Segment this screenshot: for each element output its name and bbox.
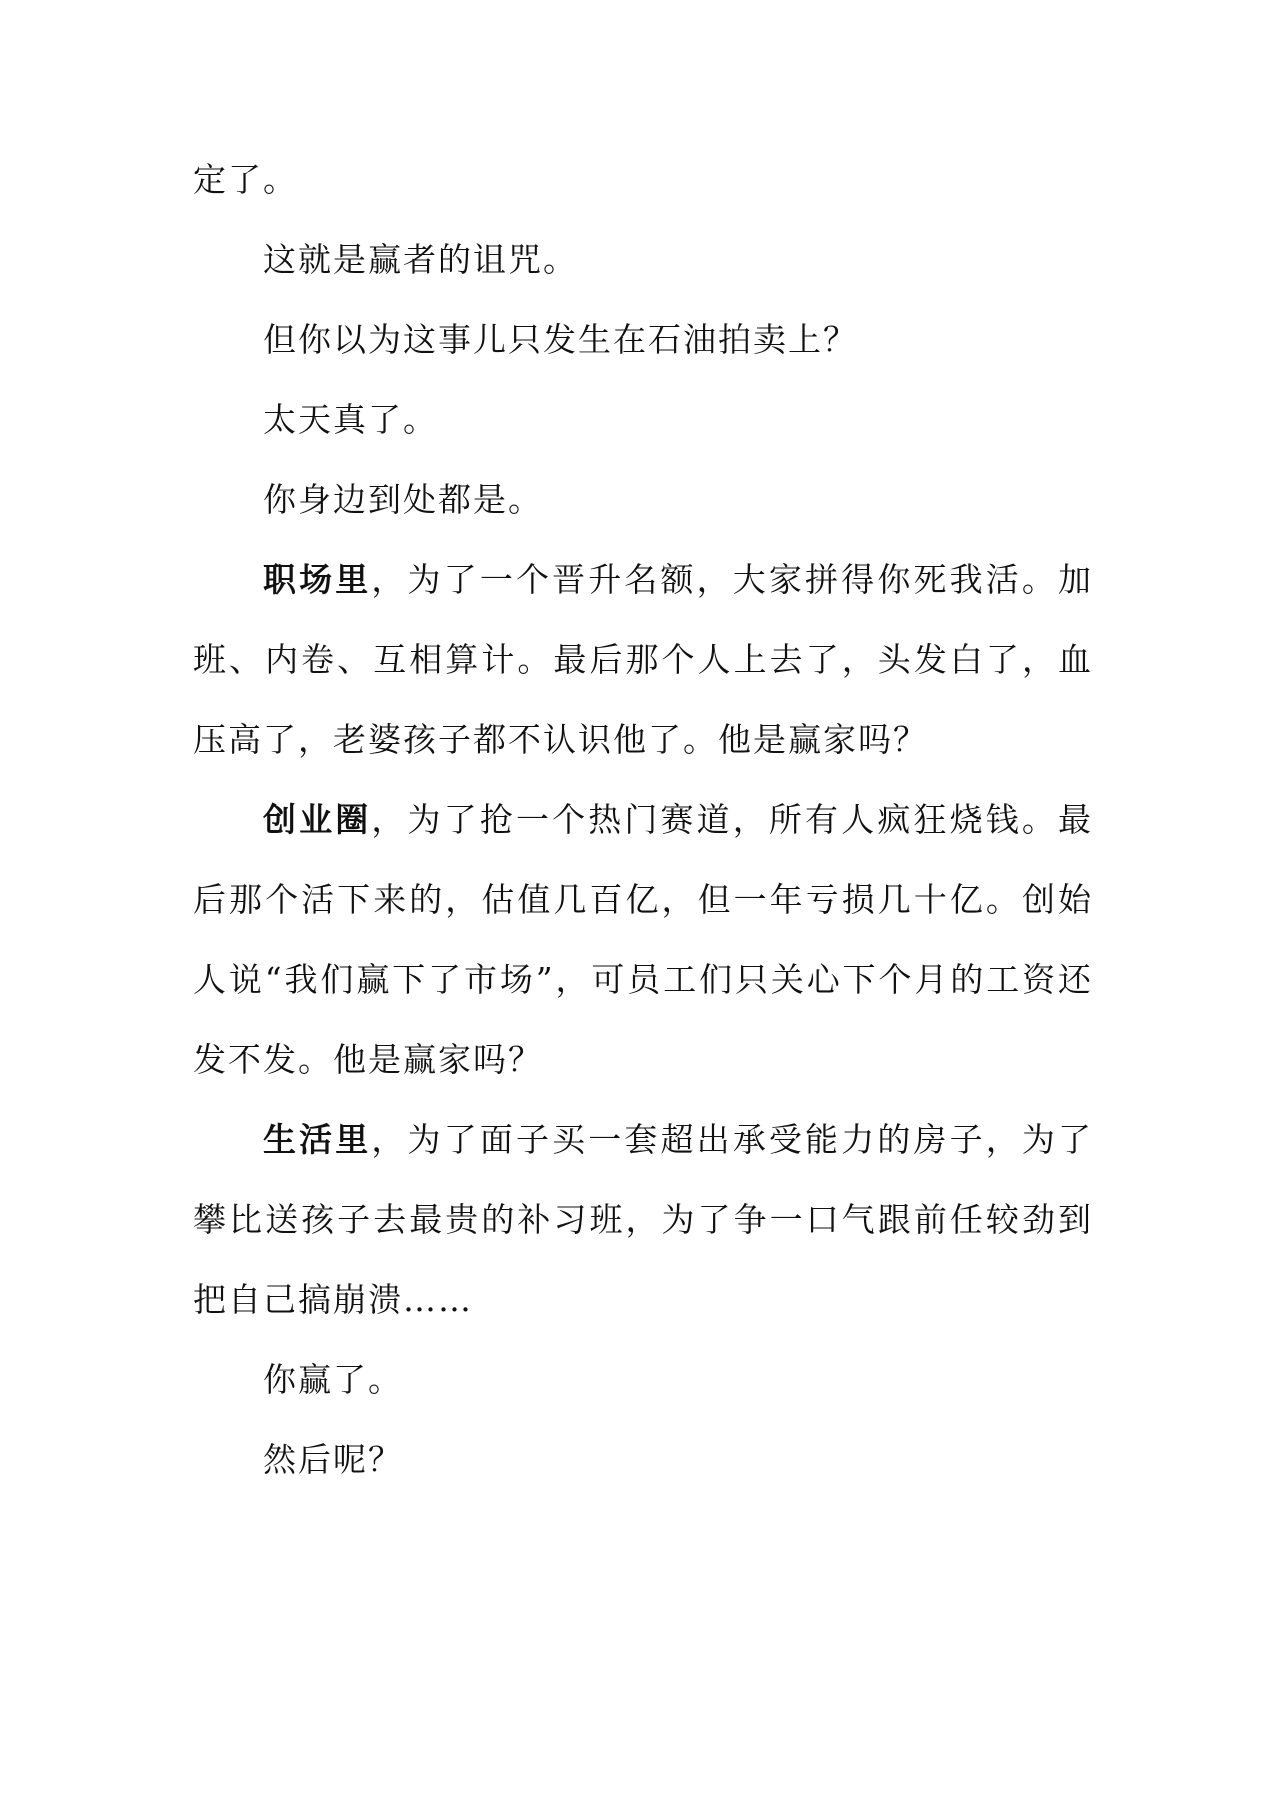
paragraph-lead-bold: 生活里 — [263, 1120, 372, 1159]
paragraph — [193, 140, 1093, 220]
paragraph-text: 你赢了。 — [263, 1360, 403, 1399]
paragraph-lead-bold: 职场里 — [263, 560, 372, 599]
paragraph-text: 这就是赢者的诅咒。 — [263, 240, 578, 279]
paragraph-text: 太天真了。 — [263, 400, 438, 439]
paragraph — [193, 380, 1093, 460]
paragraph — [193, 540, 1093, 780]
paragraph — [193, 460, 1093, 540]
paragraph — [193, 780, 1093, 1100]
body-text — [193, 140, 1093, 1500]
paragraph-text: 然后呢？ — [263, 1440, 403, 1479]
paragraph-text: 但你以为这事儿只发生在石油拍卖上？ — [263, 320, 858, 359]
paragraph — [193, 1100, 1093, 1340]
paragraph-text: ，为了面子买一套超出承受能力的房子，为了攀比送孩子去最贵的补习班，为了争一口气跟前任较劲到把自己搞崩溃…… — [193, 1120, 1094, 1319]
paragraph-text: 定了。 — [193, 160, 298, 199]
paragraph-lead-bold: 创业圈 — [263, 800, 372, 839]
paragraph — [193, 300, 1093, 380]
paragraph-text: 你身边到处都是。 — [263, 480, 543, 519]
paragraph-text: ，为了一个晋升名额，大家拼得你死我活。加班、内卷、互相算计。最后那个人上去了，头发白了，血压高了，老婆孩子都不认识他了。他是赢家吗？ — [193, 560, 1094, 759]
paragraph — [193, 220, 1093, 300]
paragraph — [193, 1340, 1093, 1420]
paragraph — [193, 1420, 1093, 1500]
paragraph-text: ，为了抢一个热门赛道，所有人疯狂烧钱。最后那个活下来的，估值几百亿，但一年亏损几十亿。创始人说“我们赢下了市场”，可员工们只关心下个月的工资还发不发。他是赢家吗？ — [193, 800, 1094, 1079]
